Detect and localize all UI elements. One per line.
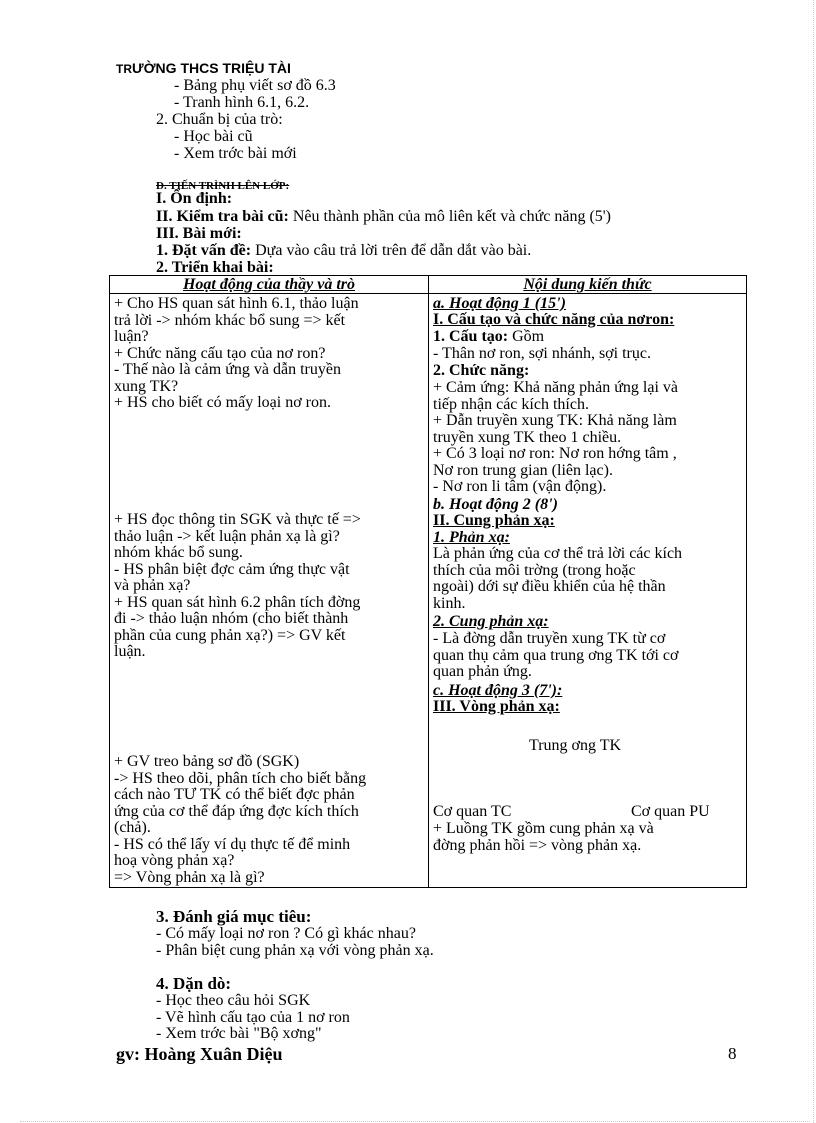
kiem-tra-label: II. Kiểm tra bài cũ: — [156, 208, 289, 225]
phan-xa-text — [433, 546, 682, 612]
procedure-title: D. TIẾN TRÌNH LÊN LỚP: — [156, 180, 290, 192]
kiem-tra-line — [156, 209, 611, 226]
activities-cell — [110, 294, 429, 888]
text-line: tiếp nhận các kích thích. — [433, 395, 589, 413]
text-line: đi -> thảo luận nhóm (cho biết thành — [114, 610, 349, 627]
list-item: - Vẽ hình cấu tạo của 1 nơ ron — [156, 1008, 350, 1026]
section-1-title: I. Cấu tạo và chức năng của nơron: — [433, 311, 675, 328]
text-line: phần của cung phản xạ?) => GV kết — [114, 626, 346, 644]
phan-xa-title: 1. Phản xạ: — [433, 529, 510, 546]
list-item: - Học theo câu hỏi SGK — [156, 992, 311, 1009]
cau-tao-line — [433, 329, 544, 346]
text-line: kinh. — [433, 594, 466, 612]
page-edge-right — [813, 0, 814, 1123]
list-item: - Xem trớc bài mới — [174, 144, 297, 162]
page-number: 8 — [728, 1044, 737, 1063]
teacher-prep-list — [174, 78, 336, 111]
school-prefix: TR — [116, 62, 132, 76]
text-line: (chả). — [114, 819, 151, 836]
diagram-right-label: Cơ quan PU — [631, 803, 710, 820]
cung-phan-xa-title: 2. Cung phản xạ: — [433, 613, 549, 630]
activity-block-1 — [114, 296, 359, 412]
text-line: -> HS theo dõi, phân tích cho biết bằng — [114, 769, 367, 787]
text-line: + Cảm ứng: Khả năng phản ứng lại và — [433, 379, 678, 396]
vong-phan-xa-text — [433, 821, 654, 854]
teacher-name: gv: Hoàng Xuân Diệu — [116, 1044, 283, 1064]
chuc-nang-list — [433, 380, 678, 496]
chuc-nang-heading: 2. Chức năng: — [433, 362, 530, 379]
list-item: - Xem trớc bài "Bộ xơng" — [156, 1025, 322, 1042]
column-header-activities: Hoạt động của thầy và trò — [110, 276, 429, 294]
text-line: + HS cho biết có mấy loại nơ ron. — [114, 394, 331, 411]
text-line: thích của môi trờng (trong hoặc — [433, 561, 636, 579]
student-prep-list — [174, 129, 297, 162]
text-line: + HS quan sát hình 6.2 phân tích đờng — [114, 593, 361, 611]
activity-block-3 — [114, 754, 366, 886]
text-line: + Có 3 loại nơ ron: Nơ ron hớng tâm , — [433, 445, 677, 462]
activity-block-2 — [114, 512, 361, 661]
list-item: - Có mấy loại nơ ron ? Có gì khác nhau? — [156, 925, 416, 942]
text-line: luận. — [114, 643, 146, 660]
school-header — [116, 60, 291, 76]
assessment-heading: 3. Đánh giá mục tiêu: — [156, 907, 312, 926]
trien-khai-heading: 2. Triển khai bài: — [156, 259, 274, 276]
list-item: - Phân biệt cung phản xạ với vòng phản xạ. — [156, 941, 434, 959]
text-line: Nơ ron trung gian (liên lạc). — [433, 461, 613, 479]
text-line: luận? — [114, 328, 149, 345]
table-header-row — [110, 276, 747, 294]
page-edge-bottom — [20, 1121, 810, 1122]
homework-heading: 4. Dặn dò: — [156, 974, 232, 993]
diagram-left-label: Cơ quan TC — [433, 803, 512, 820]
school-name: ƯỜNG THCS TRIỆU TÀI — [132, 60, 291, 76]
section-2-title: II. Cung phản xạ: — [433, 512, 555, 529]
on-dinh-heading: I. Ổn định: — [156, 190, 233, 207]
text-line: và phản xạ? — [114, 577, 191, 594]
text-line: + Chức năng cấu tạo của nơ ron? — [114, 344, 326, 362]
text-line: ứng của cơ thể đáp ứng đợc kích thích — [114, 802, 359, 820]
text-line: + GV treo bảng sơ đồ (SGK) — [114, 753, 300, 770]
text-line: + Luồng TK gồm cung phản xạ và — [433, 820, 654, 837]
diagram-center-label: Trung ơng TK — [529, 737, 622, 754]
text-line: quan thụ cảm qua trung ơng TK tới cơ — [433, 646, 679, 664]
text-line: - HS có thể lấy ví dụ thực tế để minh — [114, 835, 351, 853]
activity-3-heading: c. Hoạt động 3 (7'): — [433, 682, 563, 699]
bai-moi-heading: III. Bài mới: — [156, 225, 242, 242]
homework-list — [156, 993, 350, 1043]
text-line: - HS phân biệt đợc cảm ứng thực vật — [114, 560, 350, 578]
text-line: + Cho HS quan sát hình 6.1, thảo luận — [114, 295, 359, 312]
text-line: truyền xung TK theo 1 chiều. — [433, 428, 622, 446]
table-row — [110, 294, 747, 888]
text-line: - Nơ ron li tâm (vận động). — [433, 478, 607, 495]
text-line: + HS đọc thông tin SGK và thực tế => — [114, 511, 361, 528]
list-item: - Học bài cũ — [174, 128, 253, 145]
student-prep-heading: 2. Chuẩn bị của trò: — [156, 111, 283, 128]
text-line: đờng phản hồi => vòng phản xạ. — [433, 836, 642, 854]
text-line: quan phản ứng. — [433, 663, 532, 680]
section-3-title: III. Vòng phản xạ: — [433, 698, 560, 715]
text-line: Là phản ứng của cơ thể trả lời các kích — [433, 545, 683, 562]
list-item: - Tranh hình 6.1, 6.2. — [174, 93, 310, 111]
text-line: trả lời -> nhóm khác bổ sung => kết — [114, 311, 346, 329]
kiem-tra-text: Nêu thành phần của mô liên kết và chức năng (5') — [288, 208, 611, 225]
activity-2-heading: b. Hoạt động 2 (8') — [433, 496, 558, 513]
cung-phan-xa-text — [433, 631, 678, 681]
lesson-table — [109, 275, 747, 888]
text-line: nhóm khác bổ sung. — [114, 544, 243, 561]
dat-van-de-line — [156, 243, 531, 260]
text-line: xung TK? — [114, 377, 179, 395]
activity-1-heading: a. Hoạt động 1 (15') — [433, 295, 566, 312]
cau-tao-label: 1. Cấu tạo: — [433, 328, 509, 345]
column-header-content: Nội dung kiến thức — [429, 276, 747, 294]
dat-van-de-text: Dựa vào câu trả lời trên để dẫn dắt vào bài. — [251, 242, 532, 259]
text-line: + Dẫn truyền xung TK: Khả năng làm — [433, 412, 677, 429]
cau-tao-text: Gồm — [508, 328, 545, 345]
text-line: => Vòng phản xạ là gì? — [114, 868, 265, 886]
assessment-list — [156, 926, 434, 959]
text-line: ngoài) dới sự điều khiển của hệ thần — [433, 578, 666, 595]
content-cell — [429, 294, 747, 888]
cau-tao-item: - Thân nơ ron, sợi nhánh, sợi trục. — [433, 345, 651, 362]
list-item: - Bảng phụ viết sơ đồ 6.3 — [174, 77, 336, 94]
text-line: - Thế nào là cảm ứng và dẫn truyền — [114, 361, 341, 378]
text-line: - Là đờng dẫn truyền xung TK từ cơ — [433, 630, 666, 647]
dat-van-de-label: 1. Đặt vấn đề: — [156, 242, 252, 259]
text-line: thảo luận -> kết luận phản xạ là gì? — [114, 527, 340, 545]
text-line: cách nào TƯ TK có thể biết đợc phản — [114, 786, 355, 803]
text-line: hoạ vòng phản xạ? — [114, 852, 235, 869]
